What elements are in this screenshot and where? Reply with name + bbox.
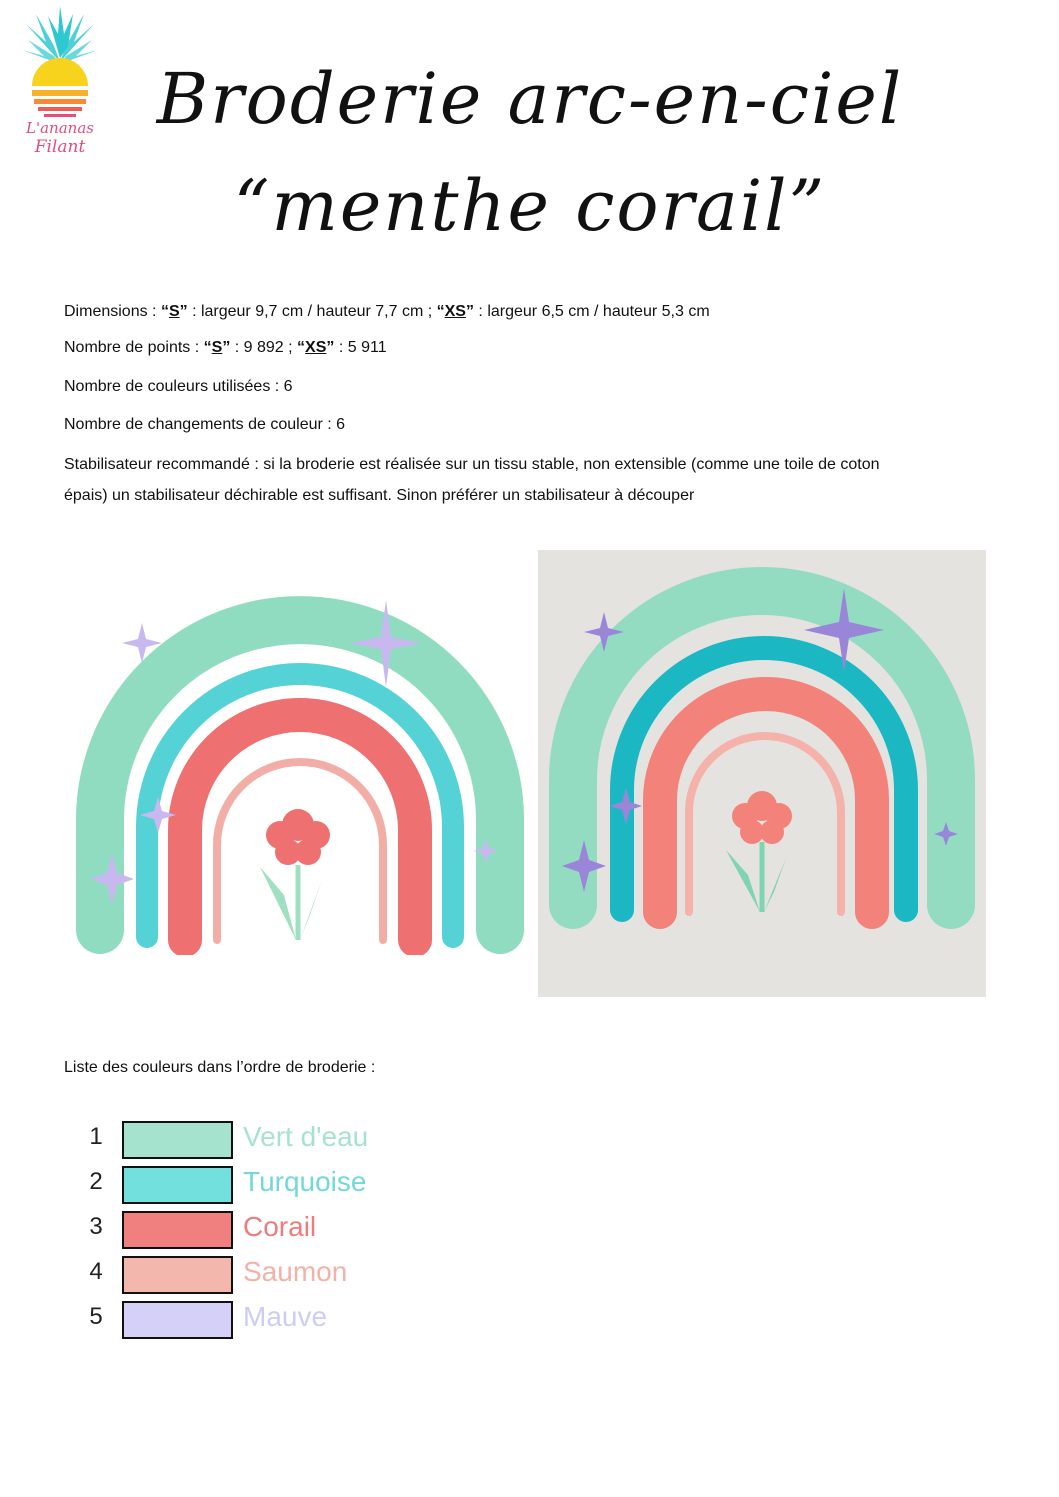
quote-open: “ — [436, 303, 445, 320]
color-number: 5 — [89, 1303, 103, 1330]
size-s-dimensions: : largeur 9,7 cm / hauteur 7,7 cm ; — [192, 303, 433, 320]
quote-open: “ — [297, 339, 306, 356]
color-swatch — [122, 1121, 233, 1159]
color-name: Mauve — [243, 1301, 328, 1332]
size-s-label: S — [168, 303, 180, 320]
logo-text-line1: L'ananas — [26, 119, 94, 137]
list-item — [0, 1211, 600, 1251]
color-name: Corail — [243, 1211, 317, 1242]
brand-logo — [18, 6, 102, 156]
color-swatch — [122, 1301, 233, 1339]
points-label: Nombre de points : — [64, 339, 200, 356]
embroidery-photo — [538, 550, 986, 997]
quote-close: ” — [179, 303, 188, 320]
pineapple-icon — [18, 6, 102, 121]
color-number: 2 — [89, 1168, 103, 1195]
color-number: 3 — [89, 1213, 103, 1240]
flower — [260, 809, 330, 940]
size-xs-label: XS — [444, 303, 466, 320]
quote-open: “ — [203, 339, 212, 356]
color-name: Saumon — [243, 1256, 348, 1287]
size-s-label: S — [211, 339, 223, 356]
color-name: Vert d'eau — [243, 1121, 369, 1152]
page-title: Broderie arc-en-ciel — [156, 58, 904, 140]
color-number: 1 — [89, 1123, 103, 1150]
quote-open: “ — [160, 303, 169, 320]
list-item — [0, 1301, 600, 1341]
color-swatch — [122, 1256, 233, 1294]
embroidery-design-illustration — [70, 595, 530, 955]
dimensions-line — [64, 296, 1004, 327]
colors-used-line: Nombre de couleurs utilisées : 6 — [64, 378, 293, 395]
quote-close: ” — [222, 339, 231, 356]
color-swatch — [122, 1211, 233, 1249]
logo-text-line2: Filant — [34, 137, 86, 157]
size-xs-dimensions: : largeur 6,5 cm / hauteur 5,3 cm — [478, 303, 710, 320]
page-subtitle: “menthe corail” — [233, 165, 827, 247]
dimensions-label: Dimensions : — [64, 303, 157, 320]
size-xs-points: : 5 911 — [338, 339, 387, 356]
color-changes-line: Nombre de changements de couleur : 6 — [64, 416, 346, 433]
size-xs-label: XS — [305, 339, 327, 356]
stabilizer-line-2: épais) un stabilisateur déchirable est suffisant. Sinon préférer un stabilisateur à découper — [64, 487, 695, 504]
list-item — [0, 1121, 600, 1161]
quote-close: ” — [465, 303, 474, 320]
points-line — [64, 332, 1004, 363]
list-item — [0, 1166, 600, 1206]
list-item — [0, 1256, 600, 1296]
quote-close: ” — [326, 339, 335, 356]
size-s-points: : 9 892 ; — [234, 339, 293, 356]
color-number: 4 — [89, 1258, 103, 1285]
stabilizer-line-1: Stabilisateur recommandé : si la broderie est réalisée sur un tissu stable, non extensible (comme une toile de coton — [64, 456, 880, 473]
color-name: Turquoise — [243, 1166, 367, 1197]
color-swatch — [122, 1166, 233, 1204]
colors-list-title: Liste des couleurs dans l’ordre de broderie : — [64, 1059, 376, 1076]
